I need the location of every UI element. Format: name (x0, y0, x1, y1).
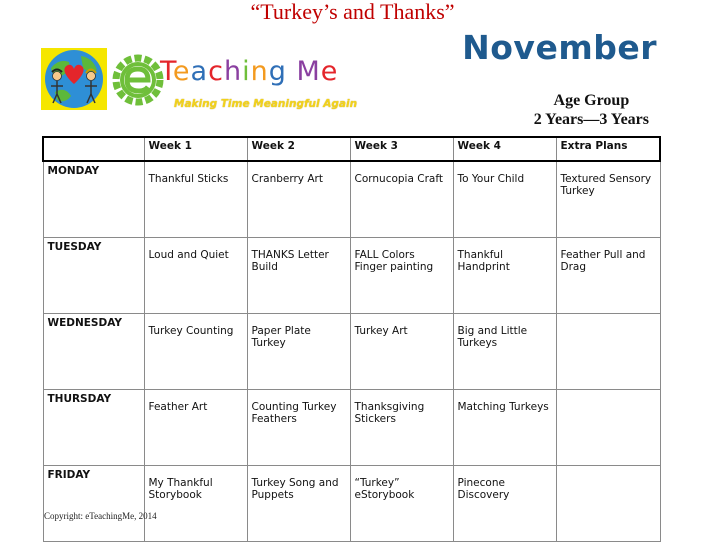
lesson-plan-table (42, 136, 661, 542)
age-group-label: Age Group (553, 92, 630, 109)
activity-cell: Paper Plate Turkey (247, 314, 350, 390)
brand-letter (287, 56, 297, 87)
day-label: TUESDAY (43, 238, 144, 314)
activity-cell: Loud and Quiet (144, 238, 247, 314)
column-header: Week 1 (144, 137, 247, 161)
activity-cell: Matching Turkeys (453, 390, 556, 466)
activity-cell: Thankful Sticks (144, 161, 247, 238)
day-label: THURSDAY (43, 390, 144, 466)
brand-letter: T (160, 56, 173, 87)
brand-letter: c (208, 56, 224, 87)
brand-letter: a (190, 56, 209, 87)
activity-cell: Counting Turkey Feathers (247, 390, 350, 466)
table-row (43, 466, 660, 542)
page-title: “Turkey’s and Thanks” (250, 0, 455, 24)
brand-letter: i (242, 56, 251, 87)
activity-cell (556, 390, 660, 466)
brand-letter: e (320, 56, 339, 87)
age-group-value: 2 Years—3 Years (533, 111, 649, 128)
column-header: Extra Plans (556, 137, 660, 161)
activity-cell: My Thankful Storybook (144, 466, 247, 542)
brand-tagline: Making Time Meaningful Again (174, 98, 358, 110)
column-header: Week 3 (350, 137, 453, 161)
activity-cell: Turkey Counting (144, 314, 247, 390)
activity-cell: Big and Little Turkeys (453, 314, 556, 390)
column-header: Week 2 (247, 137, 350, 161)
activity-cell: Thanksgiving Stickers (350, 390, 453, 466)
age-group (534, 91, 649, 129)
activity-cell: Feather Art (144, 390, 247, 466)
activity-cell: To Your Child (453, 161, 556, 238)
brand-letter: h (223, 56, 243, 87)
activity-cell (556, 314, 660, 390)
activity-cell: Thankful Handprint (453, 238, 556, 314)
day-label: FRIDAY (43, 466, 144, 542)
copyright-notice: Copyright: eTeachingMe, 2014 (44, 511, 157, 521)
activity-cell: Pinecone Discovery (453, 466, 556, 542)
day-label: WEDNESDAY (43, 314, 144, 390)
activity-cell (556, 466, 660, 542)
column-header (43, 137, 144, 161)
gear-e-icon (112, 52, 164, 108)
activity-cell: Feather Pull and Drag (556, 238, 660, 314)
month-heading: November (462, 28, 657, 67)
brand-name (160, 56, 338, 87)
brand-letter: n (250, 56, 269, 87)
activity-cell: Cranberry Art (247, 161, 350, 238)
brand-letter: g (268, 56, 287, 87)
table-row (43, 161, 660, 238)
activity-cell: Textured Sensory Turkey (556, 161, 660, 238)
globe-logo-icon (41, 48, 107, 110)
table-header-row (43, 137, 660, 161)
activity-cell: Turkey Song and Puppets (247, 466, 350, 542)
activity-cell: Turkey Art (350, 314, 453, 390)
table-row (43, 314, 660, 390)
column-header: Week 4 (453, 137, 556, 161)
activity-cell: THANKS Letter Build (247, 238, 350, 314)
day-label: MONDAY (43, 161, 144, 238)
table-row (43, 238, 660, 314)
brand-letter: M (296, 56, 321, 87)
activity-cell: Cornucopia Craft (350, 161, 453, 238)
brand-letter: e (172, 56, 191, 87)
activity-cell: “Turkey” eStorybook (350, 466, 453, 542)
table-row (43, 390, 660, 466)
activity-cell: FALL Colors Finger painting (350, 238, 453, 314)
